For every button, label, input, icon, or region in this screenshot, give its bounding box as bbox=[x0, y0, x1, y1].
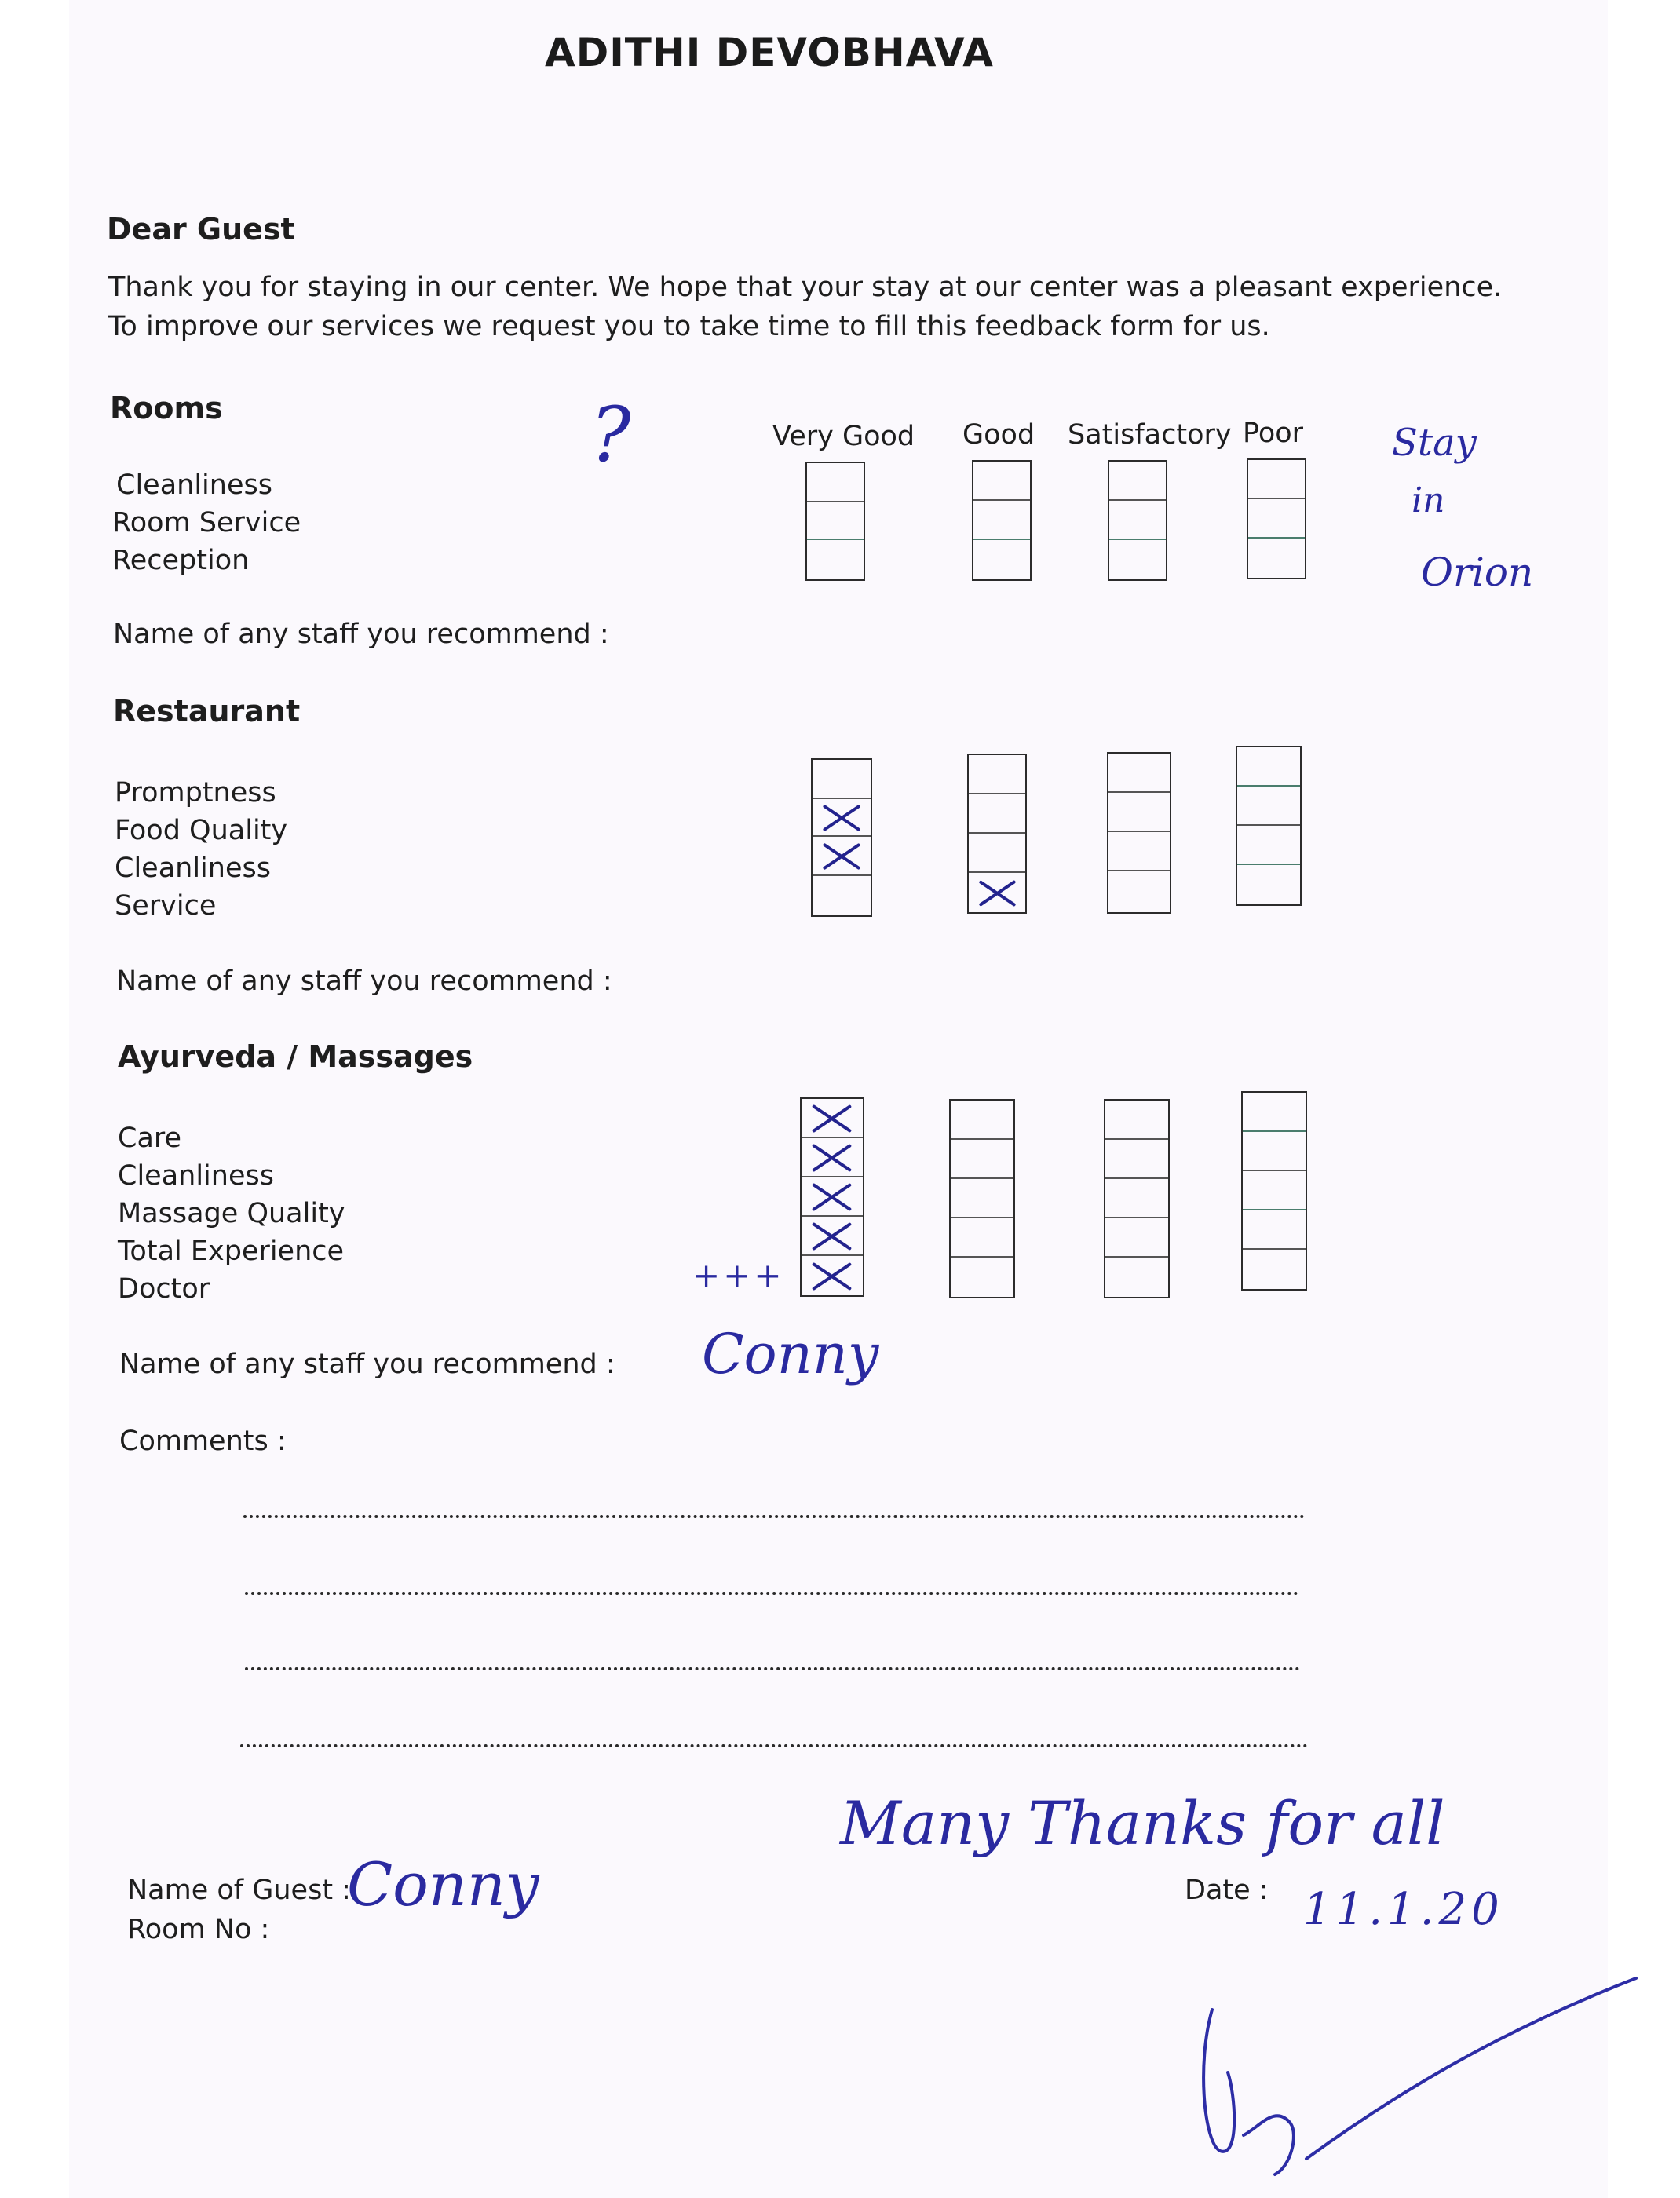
date-label: Date : bbox=[1185, 1875, 1269, 1906]
ayurveda-cell-5 bbox=[802, 1256, 863, 1295]
rooms-grid-very-good bbox=[805, 462, 865, 581]
comments-line-1 bbox=[243, 1515, 1305, 1518]
restaurant-cell-4 bbox=[813, 876, 871, 915]
rooms-note-line-3: Orion bbox=[1421, 550, 1534, 595]
col-satisfactory: Satisfactory bbox=[1068, 419, 1232, 451]
restaurant-cell-2 bbox=[813, 799, 871, 837]
ayurveda-staff-label: Name of any staff you recommend : bbox=[119, 1349, 615, 1380]
ayurveda-plus-marks: +++ bbox=[692, 1256, 785, 1294]
rooms-grid-poor bbox=[1247, 458, 1306, 579]
rooms-grid-good bbox=[972, 460, 1032, 581]
ayurveda-cell-1 bbox=[802, 1099, 863, 1138]
restaurant-grid-poor bbox=[1236, 746, 1302, 906]
restaurant-grid-good bbox=[967, 754, 1027, 914]
comments-line-2 bbox=[245, 1592, 1298, 1595]
ayurveda-grid-very-good bbox=[800, 1097, 864, 1297]
feedback-form-page bbox=[69, 0, 1608, 2198]
comments-line-4 bbox=[240, 1744, 1308, 1747]
ayurveda-grid-good bbox=[949, 1099, 1015, 1298]
ayurveda-staff-name: Conny bbox=[702, 1322, 879, 1386]
ayurveda-grid-poor bbox=[1241, 1091, 1307, 1291]
ayurveda-item-total-experience: Total Experience bbox=[118, 1236, 345, 1267]
date-value: 11.1.20 bbox=[1303, 1884, 1504, 1935]
rooms-heading: Rooms bbox=[110, 391, 223, 425]
ayurveda-grid-satisfactory bbox=[1104, 1099, 1170, 1298]
comments-line-3 bbox=[245, 1667, 1300, 1670]
comments-label: Comments : bbox=[119, 1426, 287, 1457]
rooms-note-line-1: Stay bbox=[1392, 421, 1477, 465]
ayurveda-item-cleanliness: Cleanliness bbox=[118, 1160, 274, 1192]
restaurant-item-food-quality: Food Quality bbox=[115, 815, 288, 846]
rooms-grid-satisfactory bbox=[1108, 460, 1167, 581]
ayurveda-cell-3 bbox=[802, 1178, 863, 1217]
restaurant-cell-1 bbox=[813, 760, 871, 799]
comments-handwritten-note: Many Thanks for all bbox=[840, 1788, 1445, 1858]
ayurveda-item-massage-quality: Massage Quality bbox=[118, 1198, 345, 1229]
col-poor: Poor bbox=[1243, 418, 1304, 449]
restaurant-grid-very-good bbox=[811, 758, 872, 917]
restaurant-heading: Restaurant bbox=[113, 694, 301, 728]
ayurveda-item-doctor: Doctor bbox=[118, 1273, 210, 1305]
ayurveda-heading: Ayurveda / Massages bbox=[118, 1039, 473, 1074]
restaurant-item-promptness: Promptness bbox=[115, 777, 276, 809]
ayurveda-cell-4 bbox=[802, 1217, 863, 1256]
restaurant-grid-satisfactory bbox=[1107, 752, 1171, 914]
rooms-item-room-service: Room Service bbox=[112, 507, 301, 539]
guest-name-value: Conny bbox=[347, 1849, 539, 1919]
rooms-question-mark: ? bbox=[590, 391, 631, 479]
intro-line-1: Thank you for staying in our center. We hope that your stay at our center was a pleasant experience. bbox=[108, 272, 1503, 303]
guest-signature-icon bbox=[1196, 1978, 1652, 2182]
restaurant-good-cell-4 bbox=[969, 873, 1025, 912]
restaurant-item-service: Service bbox=[115, 890, 217, 922]
restaurant-cell-3 bbox=[813, 837, 871, 876]
restaurant-staff-label: Name of any staff you recommend : bbox=[116, 966, 612, 997]
rooms-note-line-2: in bbox=[1412, 480, 1445, 520]
form-title: ADITHI DEVOBHAVA bbox=[545, 30, 995, 75]
rooms-staff-label: Name of any staff you recommend : bbox=[113, 619, 609, 650]
col-very-good: Very Good bbox=[772, 421, 915, 452]
restaurant-item-cleanliness: Cleanliness bbox=[115, 853, 271, 884]
salutation: Dear Guest bbox=[107, 212, 295, 246]
room-no-label: Room No : bbox=[127, 1914, 270, 1945]
ayurveda-cell-2 bbox=[802, 1138, 863, 1178]
intro-line-2: To improve our services we request you to take time to fill this feedback form for us. bbox=[108, 311, 1270, 342]
col-good: Good bbox=[962, 419, 1035, 451]
rooms-item-reception: Reception bbox=[112, 545, 250, 576]
guest-name-label: Name of Guest : bbox=[127, 1875, 351, 1906]
ayurveda-item-care: Care bbox=[118, 1123, 182, 1154]
rooms-item-cleanliness: Cleanliness bbox=[116, 469, 272, 501]
